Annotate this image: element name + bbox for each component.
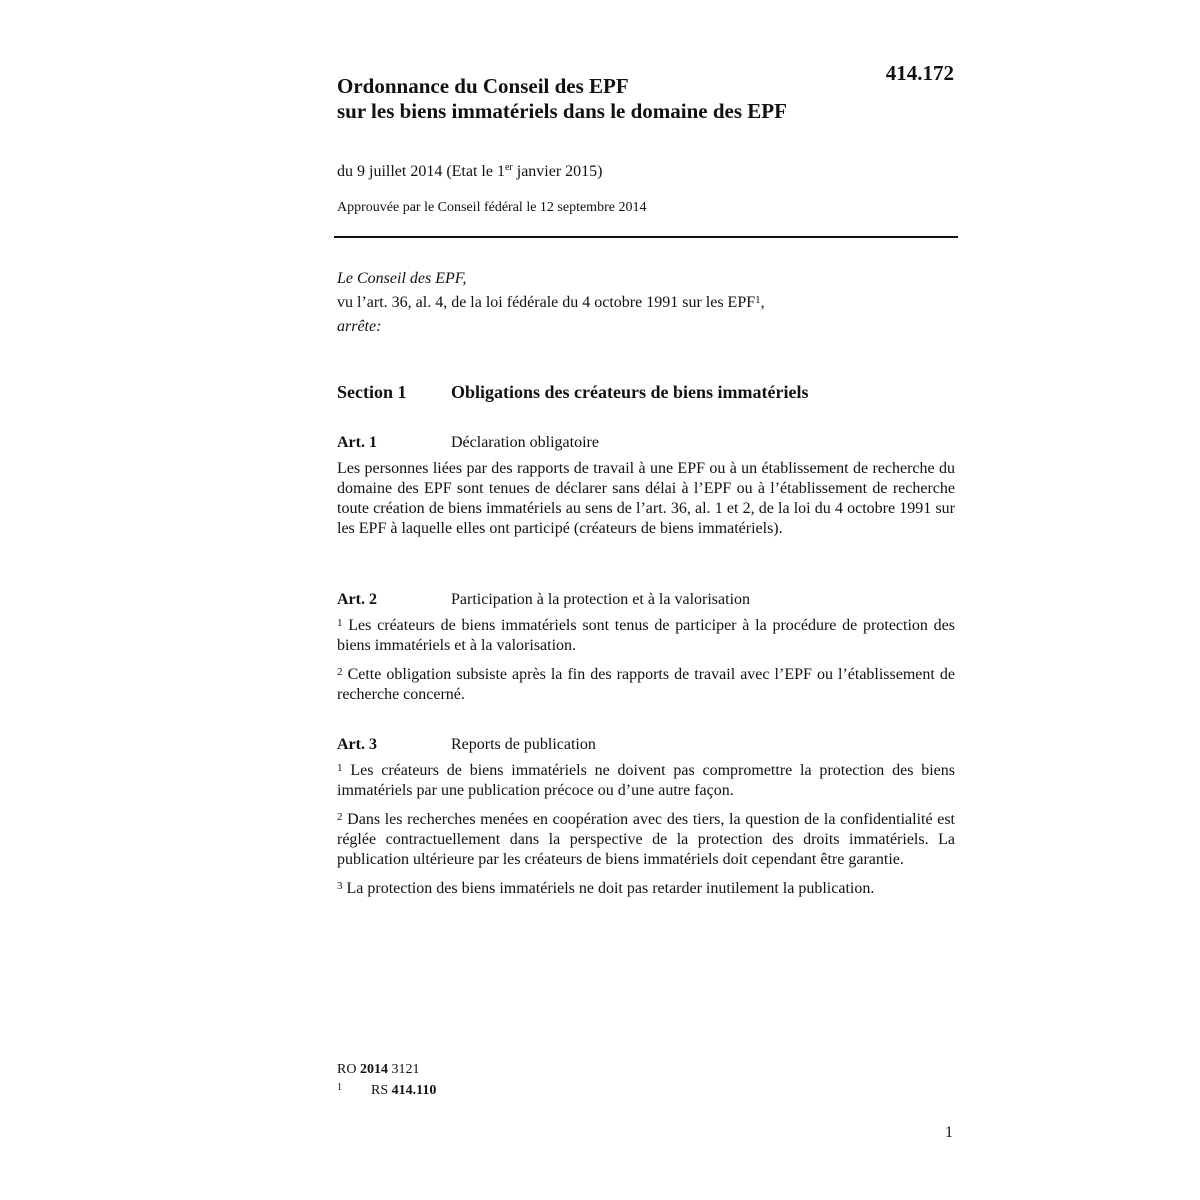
date-suffix: janvier 2015) xyxy=(512,163,603,180)
article-heading xyxy=(337,432,955,454)
article-paragraph xyxy=(337,459,955,539)
paragraph-text: Les créateurs de biens immatériels ne doivent pas compromettre la protection des biens immatériels par une publication précoce ou d’une autre façon. xyxy=(337,762,956,799)
official-compilation-ref xyxy=(337,1059,436,1080)
title-line-2: sur les biens immatériels dans le domaine des EPF xyxy=(337,99,787,123)
paragraph-text: Cette obligation subsiste après la fin des rapports de travail avec l’EPF ou l’établissement de recherche concerné. xyxy=(337,666,956,703)
article-paragraph xyxy=(337,810,955,870)
paragraph-number: 3 xyxy=(337,880,343,892)
article-paragraph xyxy=(337,665,955,705)
footnote-1 xyxy=(337,1080,436,1101)
preamble xyxy=(337,267,957,339)
article-number: Art. 2 xyxy=(337,591,377,608)
approval-note: Approuvée par le Conseil fédéral le 12 septembre 2014 xyxy=(337,200,647,215)
paragraph-number: 1 xyxy=(337,617,343,629)
page-number: 1 xyxy=(945,1124,953,1141)
footnote-number: 1 xyxy=(337,1082,342,1093)
paragraph-text: Dans les recherches menées en coopération avec des tiers, la question de la confidentialité est réglée contractuellement dans la perspective de la protection des droits immatériels. La publication ultérieure par les créateurs de biens immatériels doit cependant être garantie. xyxy=(337,811,955,868)
header-divider xyxy=(334,236,958,238)
article-heading xyxy=(337,734,955,756)
article-title: Reports de publication xyxy=(451,736,596,753)
article-2 xyxy=(337,589,955,705)
classification-number: 414.172 xyxy=(885,61,954,85)
article-heading xyxy=(337,589,955,611)
article-paragraph xyxy=(337,616,955,656)
paragraph-text: Les personnes liées par des rapports de travail à une EPF ou à un établissement de recherche du domaine des EPF sont tenues de déclarer sans délai à l’EPF ou à l’établissement de recherche toute création de biens immatériels au sens de l’art. 36, al. 1 et 2, de la loi du 4 octobre 1991 sur les EPF à laquelle elles ont participé (créateurs de biens immatériels). xyxy=(337,460,955,537)
footnote-ref-1[interactable]: 1 xyxy=(755,294,761,306)
article-number: Art. 3 xyxy=(337,736,377,753)
page-footer xyxy=(337,1059,436,1101)
ro-prefix: RO xyxy=(337,1062,360,1077)
article-number: Art. 1 xyxy=(337,434,377,451)
ro-year: 2014 xyxy=(359,1062,388,1077)
article-title: Participation à la protection et à la valorisation xyxy=(451,591,751,608)
paragraph-text: La protection des biens immatériels ne doit pas retarder inutilement la publication. xyxy=(346,880,875,897)
preamble-basis-end: , xyxy=(760,294,765,311)
paragraph-text: Les créateurs de biens immatériels sont tenus de participer à la procédure de protection des biens immatériels et à la valorisation. xyxy=(337,617,956,654)
ro-page: 3121 xyxy=(387,1062,420,1077)
footnote-text xyxy=(371,1083,436,1098)
article-paragraph xyxy=(337,761,955,801)
section-title: Obligations des créateurs de biens immatériels xyxy=(451,382,809,402)
section-heading xyxy=(337,382,809,403)
footnote-prefix: RS xyxy=(371,1083,392,1098)
article-paragraph xyxy=(337,879,955,899)
footnote-ref-number: 414.110 xyxy=(391,1083,437,1098)
document-title xyxy=(337,74,857,124)
article-title: Déclaration obligatoire xyxy=(451,434,599,451)
preamble-basis xyxy=(337,291,957,315)
preamble-authority: Le Conseil des EPF, xyxy=(337,270,467,287)
preamble-basis-text: vu l’art. 36, al. 4, de la loi fédérale du 4 octobre 1991 sur les EPF xyxy=(337,294,756,311)
paragraph-number: 1 xyxy=(337,762,343,774)
enactment-date xyxy=(337,163,603,181)
section-label: Section 1 xyxy=(337,382,407,402)
title-line-1: Ordonnance du Conseil des EPF xyxy=(337,74,629,98)
article-1 xyxy=(337,432,955,539)
date-prefix: du 9 juillet 2014 (Etat le 1 xyxy=(337,163,505,180)
date-superscript: er xyxy=(504,162,513,173)
paragraph-number: 2 xyxy=(337,811,343,823)
preamble-decree: arrête: xyxy=(337,318,382,335)
article-3 xyxy=(337,734,955,899)
paragraph-number: 2 xyxy=(337,666,343,678)
